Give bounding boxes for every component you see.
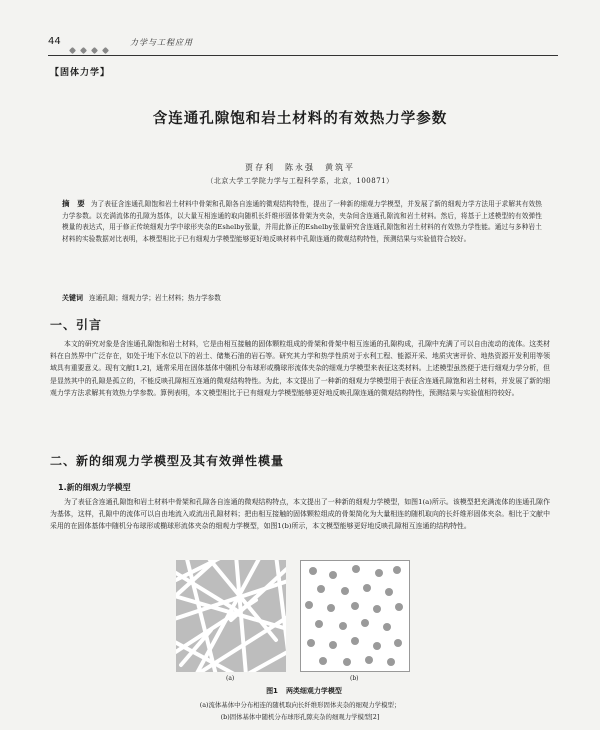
keywords-text: 连通孔隙；细观力学；岩土材料；热力学参数 [89,294,221,302]
section-heading-intro: 一、引言 [50,318,103,332]
figure-panel-a-label: (a) [226,675,235,682]
figure-title-text: 两类细观力学模型 [285,687,342,695]
spherical-pores-illustration [301,561,409,671]
paper-affiliation: （北京大学工学院力学与工程科学系，北京，100871） [206,177,394,185]
section-heading-model: 二、新的细观力学模型及其有效弹性模量 [50,454,285,468]
subsection-heading: 1.新的细观力学模型 [58,483,131,492]
abstract-text: 为了表征含连通孔隙饱和岩土材料中骨架和孔隙各自连通的微观结构特性，提出了一种新的细观力学模型，并发展了新的细观力学方法用于求解其有效热力学参数。以充满流体的孔隙为基体，以大量互相连通的取向随机长纤维形固体骨架为夹杂，夹杂间含连通孔隙流和岩土材料。然后，将基于上述模型的有效弹性模量的表达式，用于修正传统细观力学中球形夹杂的Eshelby张量，并用此修正的Eshelby张量研究含连通孔隙饱和岩土材料的有效热力学性能。通过与多种岩土材料的实验数据对比表明，本模型相比于已有细观力学模型能够更好地反映材料中孔隙连通的微观结构特性，预测结果与实验值符合较好。 [62,200,542,243]
keywords-label: 关键词 [62,294,83,302]
abstract-label: 摘 要 [62,199,85,208]
figure-panel-b [300,560,410,672]
running-header [48,30,568,50]
abstract [62,198,542,245]
figure-title [0,686,600,696]
keywords [62,292,542,303]
intro-paragraph: 本文的研究对象是含连通孔隙饱和岩土材料，它是由相互接触的固体颗粒组成的骨架和骨架中相互连通的孔隙构成，孔隙中充满了可以自由流动的流体。这类材料在自然界中广泛存在，如处于地下水位以下的岩土、储集石油的岩石等。研究其力学和热学性质对于水利工程、能源开采、地质灾害评价、地热资源开发利用等领域具有重要意义。现有文献[1,2]，通常采用在固体基体中随机分布球形或椭球形流体夹杂的细观力学模型来表征这类材料。上述模型虽然便于进行细观力学分析，但是显然其中的孔隙是孤立的，不能反映孔隙相互连通的微观结构特性。为此，本文提出了一种新的细观力学模型用于表征含连通孔隙饱和岩土材料，并发展了新的细观力学方法求解其有效热力学参数。算例表明，本文模型相比于已有细观力学模型能够更好地反映孔隙连通的微观结构特性，预测结果与实验值相符较好。 [50,340,550,397]
journal-name: 力学与工程应用 [130,38,193,47]
page-number: 44 [48,36,61,47]
figure-caption-a: (a)流体基体中分布相连的随机取向长纤维形固体夹杂的细观力学模型； [199,701,401,709]
figure-caption-b: (b)固体基体中随机分布球形孔隙夹杂的细观力学模型[2] [220,713,380,721]
fiber-network-illustration [176,560,286,672]
figure-panel-a [176,560,286,672]
header-rule [48,55,558,56]
paper-authors: 贾存利 陈永强 黄筑平 [245,163,355,172]
paper-title: 含连通孔隙饱和岩土材料的有效热力学参数 [152,111,448,127]
model-paragraph: 为了表征含连通孔隙饱和岩土材料中骨架和孔隙各自连通的微观结构特点，本文提出了一种新的细观力学模型，如图1(a)所示。该模型把充满流体的连通孔隙作为基体，这样，孔隙中的流体可以自由地流入或流出孔隙材料；把由相互接触的固体颗粒组成的骨架简化为大量相连的随机取向的长纤维形固体夹杂。相比于文献中采用的在固体基体中随机分布球形或椭球形流体夹杂的细观力学模型，如图1(b)所示，本文模型能够更好地反映孔隙相互连通的结构特性。 [50,498,550,531]
figure-number: 图1 [266,687,278,695]
figure-panel-b-label: (b) [350,675,359,682]
section-tag: 【固体力学】 [50,68,111,78]
